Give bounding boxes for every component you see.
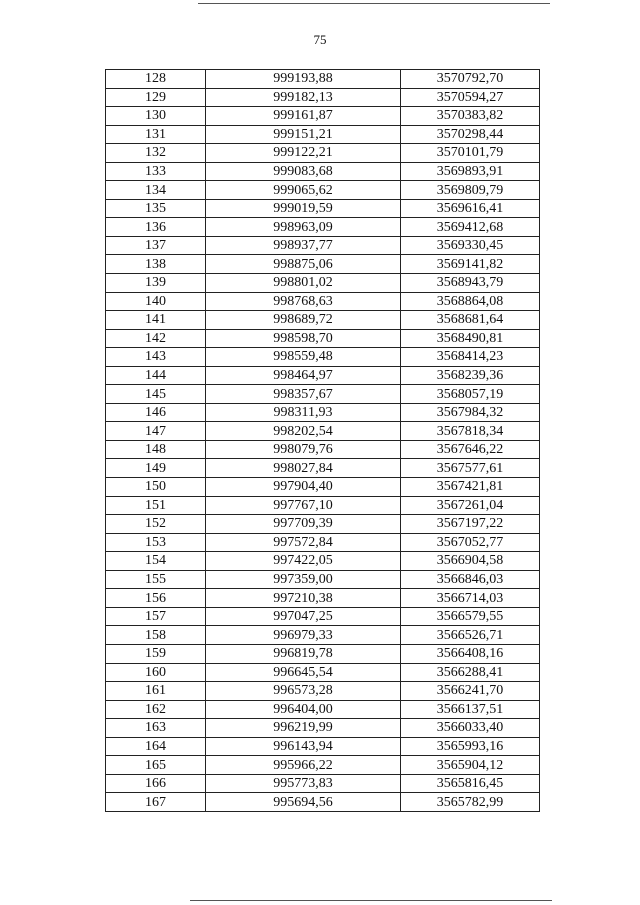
x-coordinate-cell: 998202,54 [206,422,401,441]
top-rule [198,3,550,4]
x-coordinate-cell: 999151,21 [206,125,401,144]
point-number-cell: 129 [106,88,206,107]
x-coordinate-cell: 995694,56 [206,793,401,812]
table-row [106,793,540,812]
y-coordinate-cell: 3568681,64 [401,311,540,330]
y-coordinate-cell: 3568490,81 [401,329,540,348]
x-coordinate-cell: 998311,93 [206,403,401,422]
bottom-rule [190,900,552,901]
point-number-cell: 162 [106,700,206,719]
y-coordinate-cell: 3570383,82 [401,107,540,126]
x-coordinate-cell: 998768,63 [206,292,401,311]
point-number-cell: 160 [106,663,206,682]
table-row [106,682,540,701]
x-coordinate-cell: 996819,78 [206,644,401,663]
x-coordinate-cell: 996979,33 [206,626,401,645]
y-coordinate-cell: 3565904,12 [401,756,540,775]
x-coordinate-cell: 997047,25 [206,607,401,626]
point-number-cell: 146 [106,403,206,422]
x-coordinate-cell: 997767,10 [206,496,401,515]
y-coordinate-cell: 3570594,27 [401,88,540,107]
y-coordinate-cell: 3565993,16 [401,737,540,756]
point-number-cell: 133 [106,162,206,181]
table-row [106,70,540,89]
point-number-cell: 156 [106,589,206,608]
point-number-cell: 161 [106,682,206,701]
x-coordinate-cell: 999161,87 [206,107,401,126]
point-number-cell: 152 [106,515,206,534]
y-coordinate-cell: 3566408,16 [401,644,540,663]
table-row [106,737,540,756]
point-number-cell: 154 [106,552,206,571]
y-coordinate-cell: 3566579,55 [401,607,540,626]
coordinates-table [105,69,540,812]
point-number-cell: 150 [106,478,206,497]
y-coordinate-cell: 3566288,41 [401,663,540,682]
point-number-cell: 130 [106,107,206,126]
y-coordinate-cell: 3565782,99 [401,793,540,812]
y-coordinate-cell: 3569141,82 [401,255,540,274]
y-coordinate-cell: 3566526,71 [401,626,540,645]
point-number-cell: 155 [106,570,206,589]
y-coordinate-cell: 3569412,68 [401,218,540,237]
y-coordinate-cell: 3567421,81 [401,478,540,497]
point-number-cell: 128 [106,70,206,89]
y-coordinate-cell: 3566904,58 [401,552,540,571]
y-coordinate-cell: 3570101,79 [401,144,540,163]
y-coordinate-cell: 3568414,23 [401,348,540,367]
point-number-cell: 141 [106,311,206,330]
x-coordinate-cell: 997359,00 [206,570,401,589]
table-row [106,385,540,404]
point-number-cell: 149 [106,459,206,478]
table-row [106,403,540,422]
y-coordinate-cell: 3569809,79 [401,181,540,200]
point-number-cell: 145 [106,385,206,404]
table-row [106,644,540,663]
table-row [106,663,540,682]
point-number-cell: 158 [106,626,206,645]
y-coordinate-cell: 3566714,03 [401,589,540,608]
point-number-cell: 148 [106,440,206,459]
x-coordinate-cell: 998027,84 [206,459,401,478]
y-coordinate-cell: 3566846,03 [401,570,540,589]
table-row [106,756,540,775]
x-coordinate-cell: 998559,48 [206,348,401,367]
table-row [106,589,540,608]
table-row [106,199,540,218]
point-number-cell: 164 [106,737,206,756]
table-row [106,236,540,255]
table-row [106,125,540,144]
table-row [106,329,540,348]
y-coordinate-cell: 3567818,34 [401,422,540,441]
point-number-cell: 144 [106,366,206,385]
table-row [106,88,540,107]
point-number-cell: 142 [106,329,206,348]
point-number-cell: 132 [106,144,206,163]
table-body [106,70,540,812]
y-coordinate-cell: 3568864,08 [401,292,540,311]
x-coordinate-cell: 999083,68 [206,162,401,181]
y-coordinate-cell: 3566033,40 [401,719,540,738]
x-coordinate-cell: 996404,00 [206,700,401,719]
point-number-cell: 147 [106,422,206,441]
x-coordinate-cell: 999182,13 [206,88,401,107]
point-number-cell: 131 [106,125,206,144]
point-number-cell: 134 [106,181,206,200]
y-coordinate-cell: 3569616,41 [401,199,540,218]
x-coordinate-cell: 997210,38 [206,589,401,608]
table-row [106,478,540,497]
x-coordinate-cell: 998937,77 [206,236,401,255]
x-coordinate-cell: 999019,59 [206,199,401,218]
point-number-cell: 135 [106,199,206,218]
x-coordinate-cell: 995966,22 [206,756,401,775]
y-coordinate-cell: 3567261,04 [401,496,540,515]
y-coordinate-cell: 3569330,45 [401,236,540,255]
table-row [106,181,540,200]
y-coordinate-cell: 3568239,36 [401,366,540,385]
point-number-cell: 139 [106,274,206,293]
x-coordinate-cell: 998963,09 [206,218,401,237]
table-row [106,440,540,459]
point-number-cell: 140 [106,292,206,311]
y-coordinate-cell: 3567577,61 [401,459,540,478]
y-coordinate-cell: 3566241,70 [401,682,540,701]
x-coordinate-cell: 996219,99 [206,719,401,738]
point-number-cell: 165 [106,756,206,775]
point-number-cell: 163 [106,719,206,738]
table-row [106,700,540,719]
point-number-cell: 157 [106,607,206,626]
table-row [106,107,540,126]
x-coordinate-cell: 996645,54 [206,663,401,682]
y-coordinate-cell: 3567646,22 [401,440,540,459]
y-coordinate-cell: 3570792,70 [401,70,540,89]
point-number-cell: 138 [106,255,206,274]
table-row [106,218,540,237]
table-row [106,255,540,274]
point-number-cell: 151 [106,496,206,515]
table-row [106,292,540,311]
y-coordinate-cell: 3565816,45 [401,774,540,793]
table-row [106,552,540,571]
point-number-cell: 153 [106,533,206,552]
table-row [106,144,540,163]
y-coordinate-cell: 3569893,91 [401,162,540,181]
page-number: 75 [313,32,327,47]
y-coordinate-cell: 3567197,22 [401,515,540,534]
table-row [106,366,540,385]
x-coordinate-cell: 998875,06 [206,255,401,274]
x-coordinate-cell: 996573,28 [206,682,401,701]
table-row [106,496,540,515]
x-coordinate-cell: 998079,76 [206,440,401,459]
table-row [106,459,540,478]
x-coordinate-cell: 997709,39 [206,515,401,534]
point-number-cell: 136 [106,218,206,237]
point-number-cell: 137 [106,236,206,255]
table-row [106,515,540,534]
x-coordinate-cell: 999193,88 [206,70,401,89]
point-number-cell: 143 [106,348,206,367]
point-number-cell: 167 [106,793,206,812]
point-number-cell: 159 [106,644,206,663]
y-coordinate-cell: 3567984,32 [401,403,540,422]
x-coordinate-cell: 995773,83 [206,774,401,793]
x-coordinate-cell: 998689,72 [206,311,401,330]
x-coordinate-cell: 997422,05 [206,552,401,571]
x-coordinate-cell: 999065,62 [206,181,401,200]
table-row [106,719,540,738]
x-coordinate-cell: 999122,21 [206,144,401,163]
table-row [106,626,540,645]
x-coordinate-cell: 997904,40 [206,478,401,497]
x-coordinate-cell: 998464,97 [206,366,401,385]
table-row [106,311,540,330]
table-row [106,348,540,367]
table-row [106,274,540,293]
table-row [106,422,540,441]
point-number-cell: 166 [106,774,206,793]
table-row [106,162,540,181]
table-row [106,533,540,552]
x-coordinate-cell: 998801,02 [206,274,401,293]
y-coordinate-cell: 3570298,44 [401,125,540,144]
y-coordinate-cell: 3568057,19 [401,385,540,404]
y-coordinate-cell: 3568943,79 [401,274,540,293]
x-coordinate-cell: 998598,70 [206,329,401,348]
x-coordinate-cell: 998357,67 [206,385,401,404]
y-coordinate-cell: 3566137,51 [401,700,540,719]
x-coordinate-cell: 996143,94 [206,737,401,756]
table-row [106,607,540,626]
y-coordinate-cell: 3567052,77 [401,533,540,552]
table-row [106,774,540,793]
x-coordinate-cell: 997572,84 [206,533,401,552]
table-row [106,570,540,589]
